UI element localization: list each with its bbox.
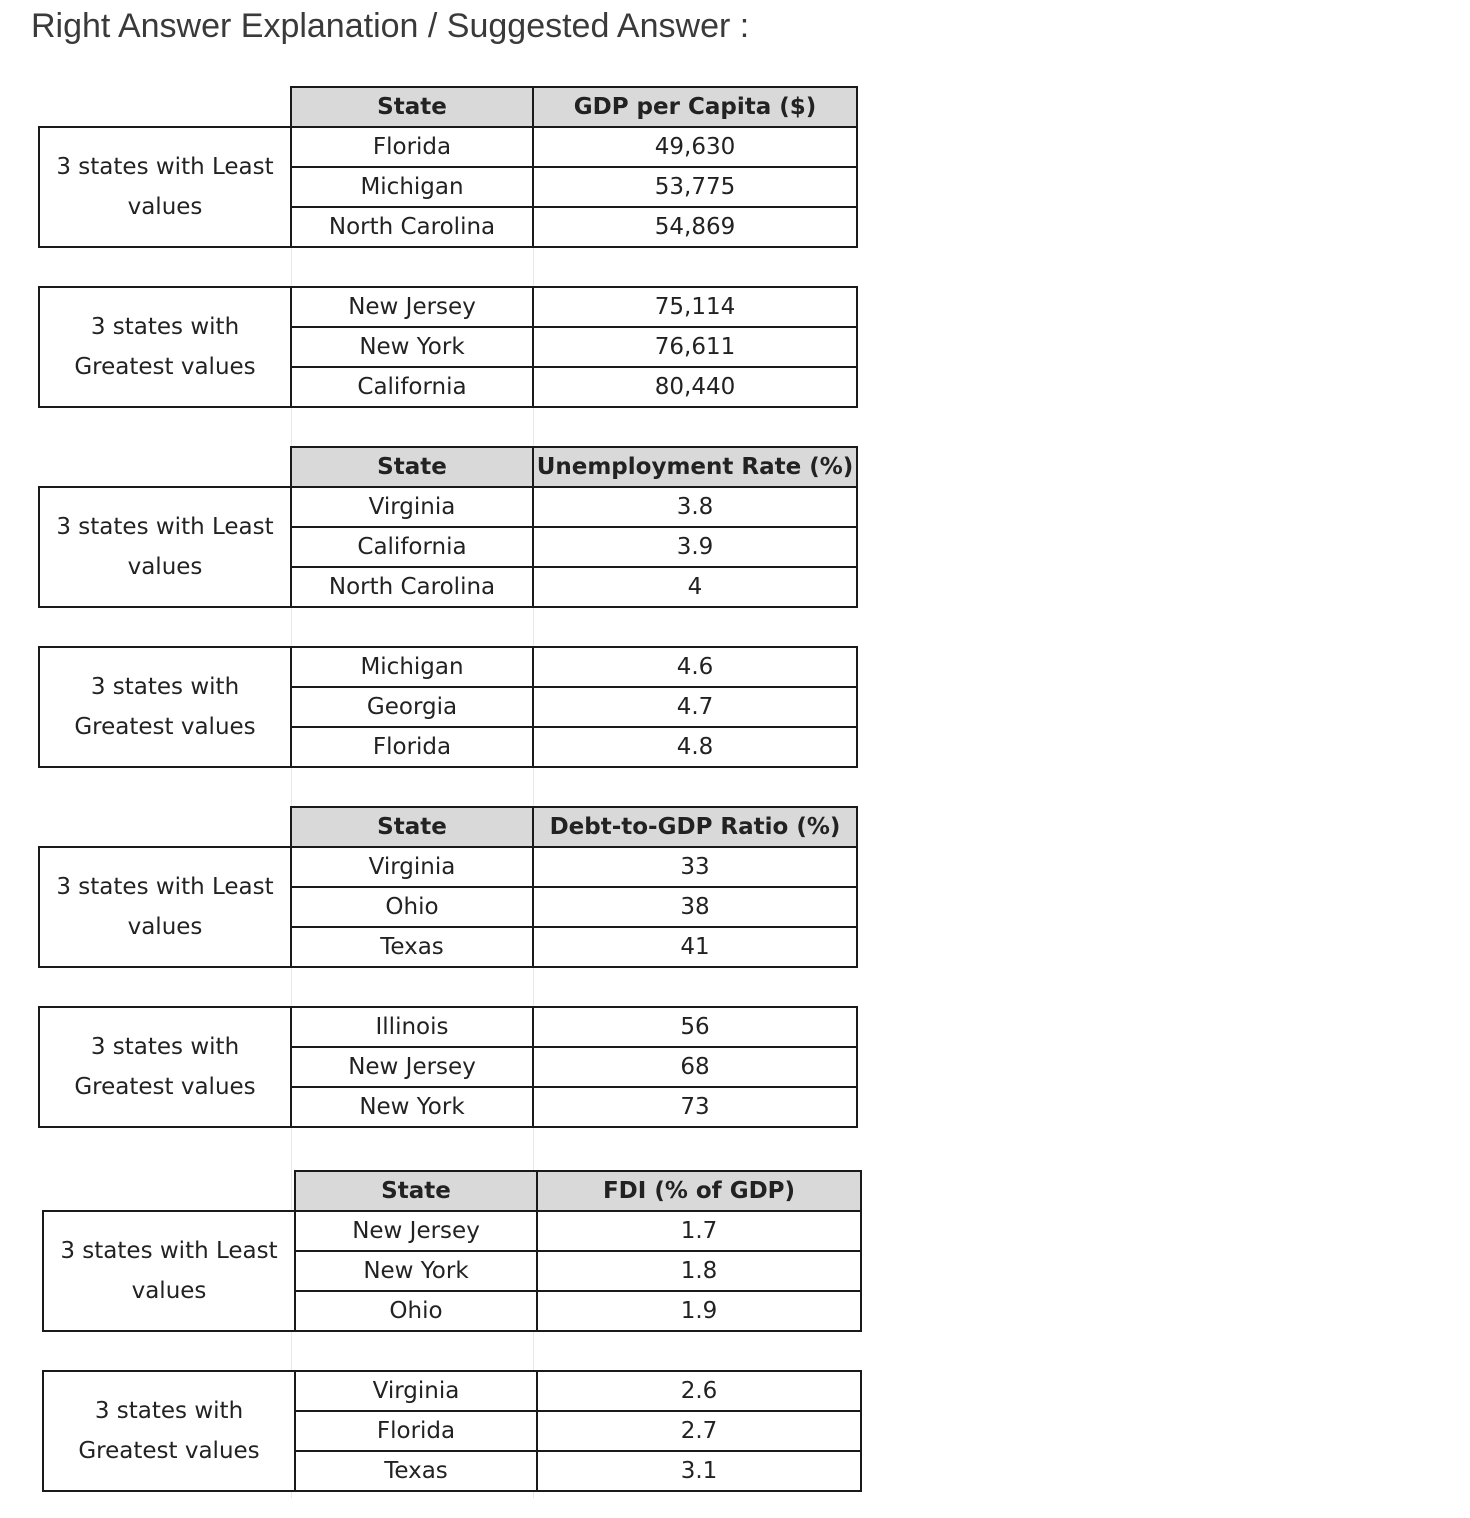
metric-column-header: GDP per Capita ($) bbox=[533, 87, 857, 127]
gdp-greatest-table bbox=[38, 286, 858, 408]
value-cell: 75,114 bbox=[533, 287, 857, 327]
debt-least-table bbox=[38, 806, 858, 968]
value-cell: 4.6 bbox=[533, 647, 857, 687]
table-row bbox=[39, 647, 857, 687]
gdp-least-table-group bbox=[38, 86, 858, 248]
debt-greatest-table bbox=[38, 1006, 858, 1128]
metric-column-header: FDI (% of GDP) bbox=[537, 1171, 861, 1211]
table-row bbox=[39, 287, 857, 327]
metric-column-header: Unemployment Rate (%) bbox=[533, 447, 857, 487]
group-label-line: 3 states with bbox=[94, 1398, 244, 1424]
spreadsheet-area bbox=[38, 86, 860, 1498]
group-label-line: Greatest values bbox=[78, 1438, 260, 1464]
value-cell: 76,611 bbox=[533, 327, 857, 367]
blank-cell bbox=[39, 807, 291, 847]
value-cell: 4 bbox=[533, 567, 857, 607]
unemployment-greatest-table-group bbox=[38, 646, 858, 768]
fdi-greatest-table bbox=[42, 1370, 862, 1492]
state-cell: Illinois bbox=[291, 1007, 533, 1047]
state-cell: New York bbox=[291, 327, 533, 367]
value-cell: 41 bbox=[533, 927, 857, 967]
value-cell: 1.7 bbox=[537, 1211, 861, 1251]
table-row bbox=[39, 487, 857, 527]
group-label bbox=[39, 647, 291, 767]
value-cell: 2.7 bbox=[537, 1411, 861, 1451]
state-cell: Texas bbox=[295, 1451, 537, 1491]
group-label-line: values bbox=[127, 914, 203, 940]
group-label-line: Greatest values bbox=[74, 714, 256, 740]
group-label-line: 3 states with Least bbox=[56, 154, 274, 180]
state-cell: California bbox=[291, 367, 533, 407]
fdi-greatest-table-group bbox=[42, 1370, 862, 1492]
value-cell: 33 bbox=[533, 847, 857, 887]
value-cell: 3.9 bbox=[533, 527, 857, 567]
state-column-header: State bbox=[291, 87, 533, 127]
group-label-line: 3 states with bbox=[90, 314, 240, 340]
state-cell: New York bbox=[295, 1251, 537, 1291]
page-title: Right Answer Explanation / Suggested Answer : bbox=[31, 7, 750, 45]
group-label-line: Greatest values bbox=[74, 354, 256, 380]
state-cell: Florida bbox=[291, 127, 533, 167]
group-label bbox=[43, 1211, 295, 1331]
table-row bbox=[43, 1371, 861, 1411]
unemployment-least-table bbox=[38, 446, 858, 608]
group-label-line: values bbox=[127, 194, 203, 220]
unemployment-greatest-table bbox=[38, 646, 858, 768]
value-cell: 80,440 bbox=[533, 367, 857, 407]
group-label-line: 3 states with Least bbox=[60, 1238, 278, 1264]
value-cell: 3.1 bbox=[537, 1451, 861, 1491]
gdp-greatest-table-group bbox=[38, 286, 858, 408]
debt-greatest-table-group bbox=[38, 1006, 858, 1128]
table-header-row bbox=[39, 87, 857, 127]
state-cell: Texas bbox=[291, 927, 533, 967]
state-cell: Virginia bbox=[291, 847, 533, 887]
state-cell: Florida bbox=[295, 1411, 537, 1451]
state-cell: California bbox=[291, 527, 533, 567]
table-row bbox=[43, 1211, 861, 1251]
table-header-row bbox=[39, 447, 857, 487]
table-row bbox=[39, 847, 857, 887]
group-label bbox=[39, 287, 291, 407]
state-cell: Ohio bbox=[295, 1291, 537, 1331]
value-cell: 54,869 bbox=[533, 207, 857, 247]
unemployment-least-table-group bbox=[38, 446, 858, 608]
group-label-line: values bbox=[131, 1278, 207, 1304]
state-cell: North Carolina bbox=[291, 207, 533, 247]
blank-cell bbox=[39, 447, 291, 487]
value-cell: 3.8 bbox=[533, 487, 857, 527]
group-label-line: 3 states with bbox=[90, 1034, 240, 1060]
value-cell: 68 bbox=[533, 1047, 857, 1087]
value-cell: 73 bbox=[533, 1087, 857, 1127]
group-label bbox=[39, 1007, 291, 1127]
state-column-header: State bbox=[291, 807, 533, 847]
value-cell: 4.7 bbox=[533, 687, 857, 727]
fdi-least-table-group bbox=[42, 1170, 862, 1332]
state-cell: New Jersey bbox=[291, 1047, 533, 1087]
fdi-least-table bbox=[42, 1170, 862, 1332]
state-cell: Virginia bbox=[291, 487, 533, 527]
state-cell: Ohio bbox=[291, 887, 533, 927]
table-header-row bbox=[43, 1171, 861, 1211]
value-cell: 53,775 bbox=[533, 167, 857, 207]
state-cell: Michigan bbox=[291, 647, 533, 687]
group-label-line: 3 states with Least bbox=[56, 514, 274, 540]
value-cell: 4.8 bbox=[533, 727, 857, 767]
state-cell: North Carolina bbox=[291, 567, 533, 607]
state-column-header: State bbox=[295, 1171, 537, 1211]
metric-column-header: Debt-to-GDP Ratio (%) bbox=[533, 807, 857, 847]
group-label bbox=[39, 127, 291, 247]
state-cell: Michigan bbox=[291, 167, 533, 207]
group-label-line: 3 states with Least bbox=[56, 874, 274, 900]
group-label bbox=[43, 1371, 295, 1491]
group-label-line: values bbox=[127, 554, 203, 580]
value-cell: 1.9 bbox=[537, 1291, 861, 1331]
group-label bbox=[39, 487, 291, 607]
state-cell: New Jersey bbox=[295, 1211, 537, 1251]
table-row bbox=[39, 1007, 857, 1047]
group-label bbox=[39, 847, 291, 967]
blank-cell bbox=[43, 1171, 295, 1211]
group-label-line: 3 states with bbox=[90, 674, 240, 700]
state-cell: New Jersey bbox=[291, 287, 533, 327]
value-cell: 49,630 bbox=[533, 127, 857, 167]
value-cell: 56 bbox=[533, 1007, 857, 1047]
table-row bbox=[39, 127, 857, 167]
state-cell: Florida bbox=[291, 727, 533, 767]
gdp-least-table bbox=[38, 86, 858, 248]
state-column-header: State bbox=[291, 447, 533, 487]
value-cell: 38 bbox=[533, 887, 857, 927]
state-cell: New York bbox=[291, 1087, 533, 1127]
group-label-line: Greatest values bbox=[74, 1074, 256, 1100]
value-cell: 1.8 bbox=[537, 1251, 861, 1291]
table-header-row bbox=[39, 807, 857, 847]
blank-cell bbox=[39, 87, 291, 127]
debt-least-table-group bbox=[38, 806, 858, 968]
value-cell: 2.6 bbox=[537, 1371, 861, 1411]
state-cell: Virginia bbox=[295, 1371, 537, 1411]
state-cell: Georgia bbox=[291, 687, 533, 727]
